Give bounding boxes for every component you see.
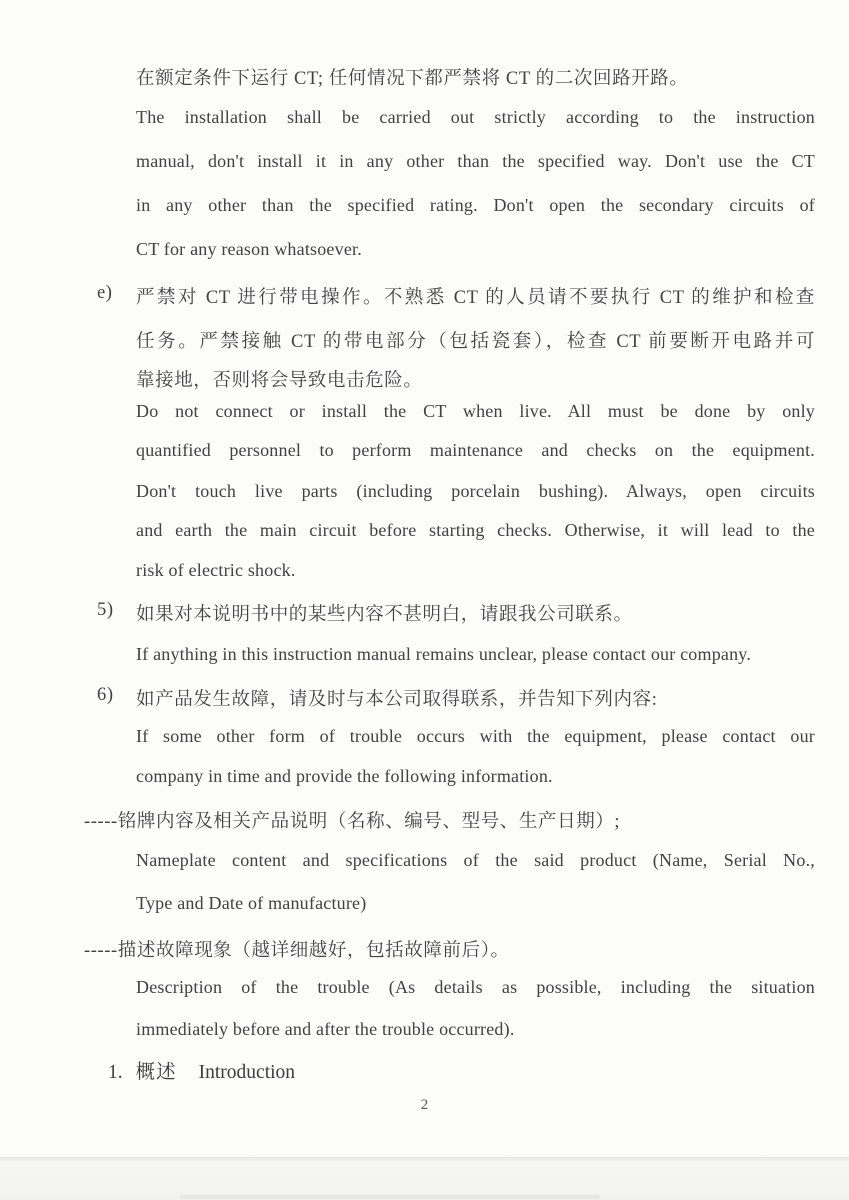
text-line [136,977,815,998]
section-heading [108,1056,295,1084]
line-text: 靠接地，否则将会导致电击危险。 [136,371,423,391]
line-text: 严禁对 CT 进行带电操作。不熟悉 CT 的人员请不要执行 CT 的维护和检查 [136,288,815,308]
line-text: 如产品发生故障，请及时与本公司取得联系，并告知下列内容: [136,690,658,710]
line-text: 在额定条件下运行 CT; 任何情况下都严禁将 CT 的二次回路开路。 [136,69,689,89]
page-bottom-scan-edge [0,1157,849,1200]
line-text: Nameplate content and specifications of the said product (Name, Serial No., [136,850,815,870]
text-line [136,850,815,871]
line-text: immediately before and after the trouble occurred). [136,1019,515,1039]
list-item-6 [97,685,657,711]
text-line [136,64,688,90]
text-line [136,195,815,216]
list-item-e [97,283,815,309]
line-text: If some other form of trouble occurs with the equipment, please contact our [136,726,815,746]
list-marker: 6) [97,685,114,705]
text-line [136,560,296,581]
text-line [136,893,366,914]
line-text: -----描述故障现象（越详细越好，包括故障前后）。 [84,941,510,961]
section-number: 1. [108,1062,123,1083]
section-title-cn: 概述 [135,1062,177,1083]
line-text: manual, don't install it in any other than the specified way. Don't use the CT [136,151,815,171]
text-line [136,520,815,541]
text-line [136,239,362,260]
text-line [136,327,815,353]
text-line [136,107,815,128]
line-text: risk of electric shock. [136,560,296,580]
line-text: and earth the main circuit before starting checks. Otherwise, it will lead to the [136,520,815,540]
text-line [136,366,423,392]
line-text: quantified personnel to perform maintenance and checks on the equipment. [136,440,815,460]
line-text: company in time and provide the following information. [136,766,553,786]
line-text: If anything in this instruction manual remains unclear, please contact our company. [136,644,752,664]
line-text: CT for any reason whatsoever. [136,239,362,259]
text-line [136,481,815,502]
line-text: -----铭牌内容及相关产品说明（名称、编号、型号、生产日期）; [84,812,621,832]
list-marker: e) [97,283,113,303]
list-item-5 [97,600,633,626]
list-marker: 5) [97,600,114,620]
text-line [136,440,815,461]
dash-item-trouble [84,936,510,962]
line-text: 如果对本说明书中的某些内容不甚明白，请跟我公司联系。 [136,605,633,625]
text-line [136,401,815,422]
line-text: Description of the trouble (As details as possible, including the situation [136,977,815,997]
line-text: Don't touch live parts (including porcelain bushing). Always, open circuits [136,481,815,501]
dash-item-nameplate [84,807,620,833]
line-text: 任务。严禁接触 CT 的带电部分（包括瓷套），检查 CT 前要断开电路并可 [136,332,815,352]
line-text: Type and Date of manufacture) [136,893,367,913]
text-line [136,644,751,665]
text-line [136,766,553,787]
scan-smudge [180,1195,600,1199]
page-number: 2 [420,1097,429,1113]
text-line [136,726,815,747]
line-text: The installation shall be carried out strictly according to the instruction [136,107,815,127]
line-text: in any other than the specified rating. Don't open the secondary circuits of [136,195,815,215]
section-title-en: Introduction [198,1062,296,1083]
text-line [136,1019,515,1040]
line-text: Do not connect or install the CT when live. All must be done by only [136,401,815,421]
text-line [136,151,815,172]
